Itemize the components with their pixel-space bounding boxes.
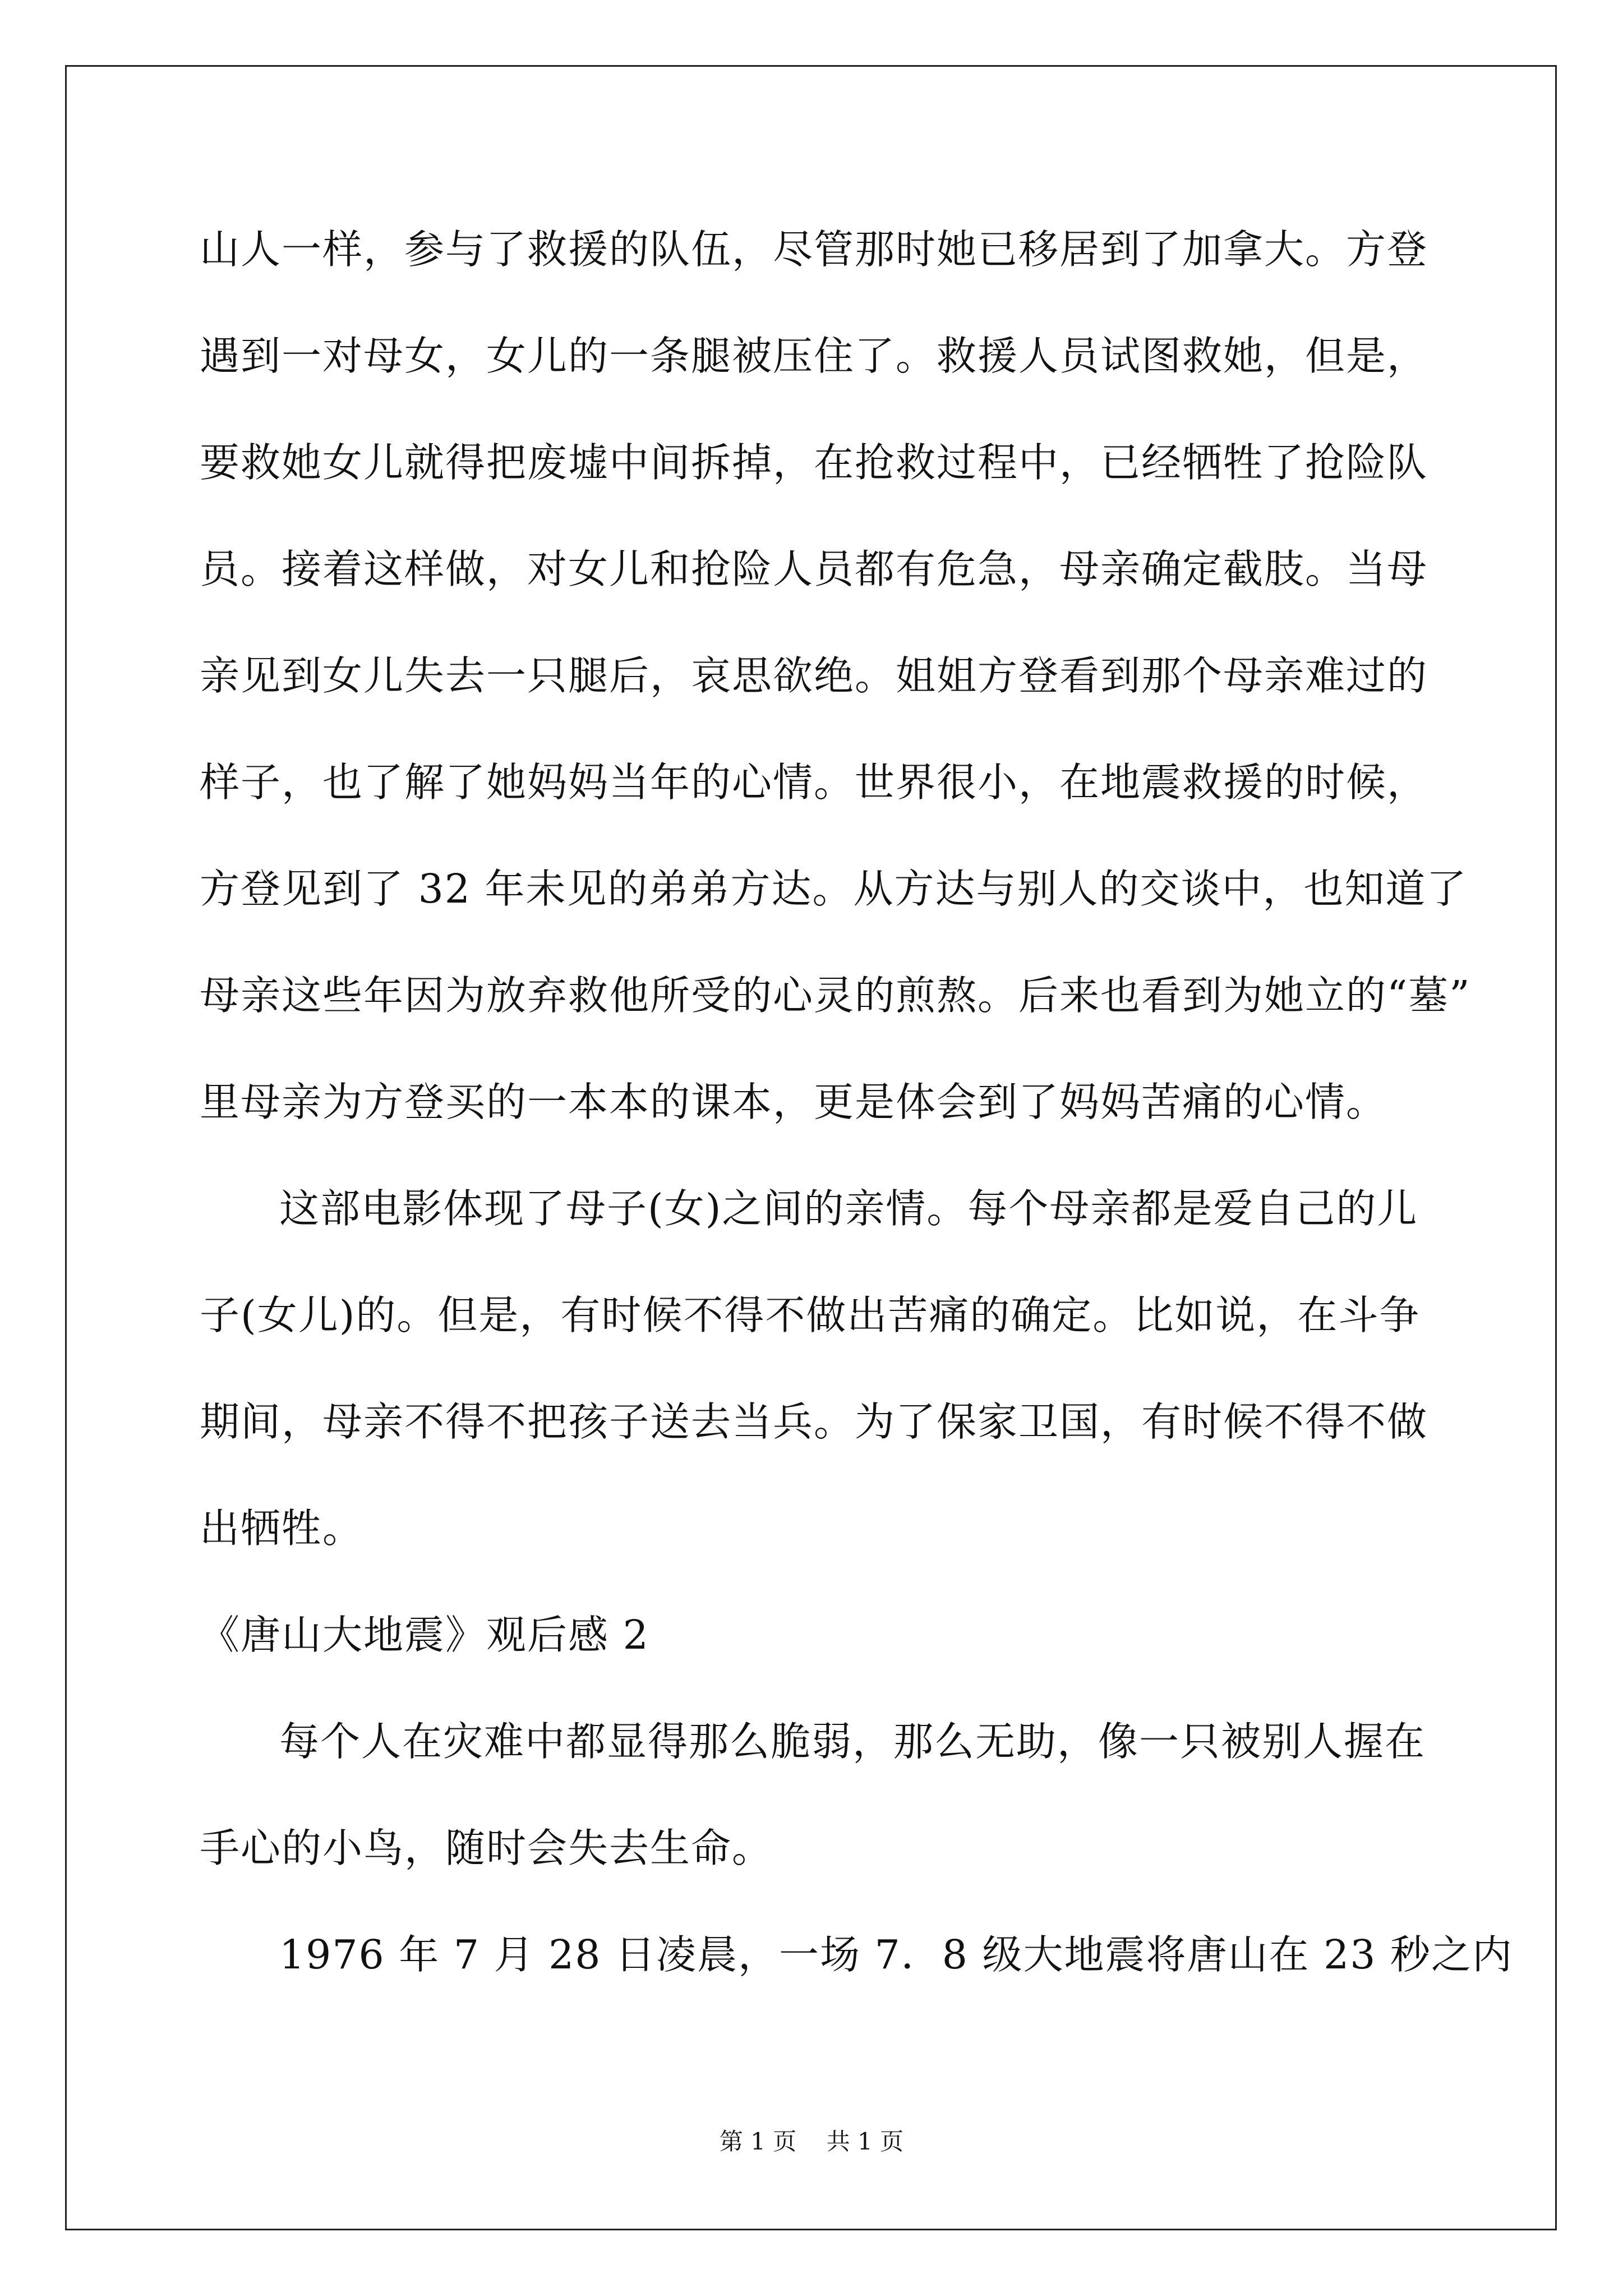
paragraph-line: 1976 年 7 月 28 日凌晨，一场 7．8 级大地震将唐山在 23 秒之内 [279,1931,1514,1978]
section-heading: 《唐山大地震》观后感 2 [200,1612,649,1658]
paragraph-line: 母亲这些年因为放弃救他所受的心灵的煎熬。后来也看到为她立的“墓” [200,972,1471,1019]
page-border [65,65,1557,2230]
paragraph-line: 里母亲为方登买的一本本的课本，更是体会到了妈妈苦痛的心情。 [200,1079,1387,1125]
paragraph-line: 员。接着这样做，对女儿和抢险人员都有危急，母亲确定截肢。当母 [200,546,1428,592]
paragraph-line: 这部电影体现了母子(女)之间的亲情。每个母亲都是爱自己的儿 [279,1185,1418,1232]
paragraph-line: 遇到一对母女，女儿的一条腿被压住了。救援人员试图救她，但是， [200,333,1428,379]
paragraph-line: 手心的小鸟，随时会失去生命。 [200,1825,773,1871]
paragraph-line: 样子，也了解了她妈妈当年的心情。世界很小，在地震救援的时候， [200,759,1428,806]
paragraph-line: 要救她女儿就得把废墟中间拆掉，在抢救过程中，已经牺牲了抢险队 [200,439,1428,486]
paragraph-line: 方登见到了 32 年未见的弟弟方达。从方达与别人的交谈中，也知道了 [200,866,1468,912]
paragraph-line: 山人一样，参与了救援的队伍，尽管那时她已移居到了加拿大。方登 [200,226,1428,273]
paragraph-line: 子(女儿)的。但是，有时候不得不做出苦痛的确定。比如说，在斗争 [200,1292,1421,1338]
paragraph-line: 期间，母亲不得不把孩子送去当兵。为了保家卫国，有时候不得不做 [200,1398,1428,1445]
paragraph-line: 出牺牲。 [200,1505,364,1552]
paragraph-line: 亲见到女儿失去一只腿后，哀思欲绝。姐姐方登看到那个母亲难过的 [200,652,1428,699]
paragraph-line: 每个人在灾难中都显得那么脆弱，那么无助，像一只被别人握在 [279,1718,1426,1765]
page-footer: 第 1 页 共 1 页 [719,2128,904,2155]
